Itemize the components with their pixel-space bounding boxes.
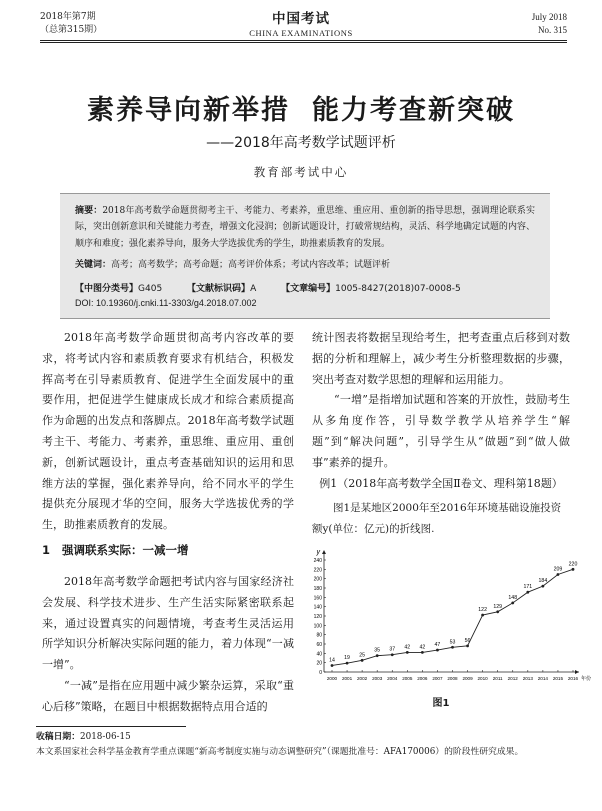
received-date: 收稿日期：2018-06-15 bbox=[36, 732, 131, 742]
classification-row bbox=[75, 282, 483, 296]
data-label: 19 bbox=[344, 655, 350, 662]
line-chart bbox=[300, 548, 590, 688]
data-label: 220 bbox=[568, 561, 578, 568]
x-tick-label: 2016 bbox=[567, 676, 579, 681]
abstract-text bbox=[75, 203, 535, 252]
abstract-box bbox=[60, 193, 550, 319]
data-label: 37 bbox=[389, 646, 396, 653]
paragraph: “一减”是指在应用题中减少繁杂运算，采取“重心后移”策略，在题目中根据数据特点用合适的 bbox=[42, 678, 294, 713]
section-heading bbox=[42, 542, 294, 558]
x-tick-label: 2007 bbox=[432, 676, 443, 681]
abstract-body: 2018年高考数学命题贯彻考主干、考能力、考素养，重思维、重应用、重创新的指导思想，强调理论联系实际，突出创新意识和关键能力考查，增强文化浸润；创新试题设计，打破常规结构，灵活、科学地确定试题的内容、顺序和难度；强化素养导向，服务大学选拔优秀的学生，助推素质教育的发展。 bbox=[75, 206, 535, 249]
x-tick-label: 2005 bbox=[402, 676, 413, 681]
data-label: 47 bbox=[434, 642, 441, 649]
y-tick-label: 140 bbox=[313, 604, 322, 611]
x-tick-label: 2001 bbox=[341, 676, 353, 681]
journal-name bbox=[0, 7, 602, 38]
data-point bbox=[406, 651, 409, 654]
keywords bbox=[75, 257, 535, 273]
data-label: 129 bbox=[493, 603, 503, 610]
paragraph: “一增”是指增加试题和答案的开放性，鼓励考生从多角度作答，引导数学教学从培养学生“解题”到“解决问题”，引导学生从“做题”到“做人做事”素养的提升。 bbox=[312, 393, 570, 469]
data-label: 209 bbox=[553, 566, 563, 573]
x-tick-label: 2012 bbox=[507, 676, 518, 681]
footnote-rule bbox=[36, 726, 186, 727]
author: 教育部考试中心 bbox=[253, 165, 349, 179]
clc: 【中图分类号】G405 bbox=[75, 284, 163, 294]
x-tick-label: 2002 bbox=[357, 676, 368, 681]
y-tick-label: 220 bbox=[313, 567, 322, 574]
x-tick-label: 2015 bbox=[552, 676, 564, 681]
data-label: 122 bbox=[478, 607, 487, 614]
data-point bbox=[391, 653, 394, 656]
x-tick-label: 2004 bbox=[387, 676, 398, 681]
footnote bbox=[36, 730, 566, 760]
paragraph: 2018年高考数学命题贯彻高考内容改革的要求，将考试内容和素质教育要求有机结合，积极发挥高考在引导素质教育、促进学生全面发展中的重要作用，把促进学生健康成长成才和综合素质提高作为命题的出发点和落脚点。2018年高考数学试题考主干、考能力、考素养，重思维、重应用、重创新，创新试题设计，重点考查基础知识的运用和思维方法的掌握，强化素养导向，给不同水平的学生提供充分展现才华的空间，服务大学选拔优秀的学生，助推素质教育的发展。 bbox=[42, 331, 294, 532]
data-point bbox=[361, 659, 364, 662]
data-point bbox=[481, 614, 484, 617]
data-label: 56 bbox=[464, 637, 471, 644]
data-point bbox=[436, 649, 439, 652]
article-number: 【文章编号】1005-8427(2018)07-0008-5 bbox=[281, 284, 461, 294]
total-issue: （总第315期） bbox=[40, 25, 103, 35]
right-column bbox=[312, 328, 570, 474]
header-rule-thin bbox=[40, 42, 567, 43]
y-axis-label: y bbox=[316, 549, 320, 556]
example-text: 图1是某地区2000年至2016年环境基础设施投资额y(单位：亿元)的折线图. bbox=[312, 502, 562, 535]
data-point bbox=[526, 591, 529, 594]
example-title: 例1（2018年高考数学全国Ⅱ卷文、理科第18题） bbox=[319, 477, 563, 490]
data-point bbox=[331, 664, 334, 667]
x-tick-label: 2009 bbox=[462, 676, 473, 681]
y-tick-label: 0 bbox=[319, 670, 322, 676]
y-tick-label: 80 bbox=[316, 632, 322, 639]
x-axis-arrow bbox=[575, 670, 579, 674]
data-point bbox=[451, 646, 454, 649]
paragraph: 2018年高考数学命题把考试内容与国家经济社会发展、科学技术进步、生产生活实际紧密联系起来，通过设置真实的问题情境，考查考生灵活运用所学知识分析解决实际问题的能力，着力体现“一减一增”。 bbox=[42, 575, 294, 672]
data-point bbox=[557, 573, 560, 576]
data-point bbox=[541, 585, 544, 588]
keywords-label: 关键词： bbox=[75, 260, 112, 270]
chart-marks bbox=[329, 561, 577, 667]
y-tick-label: 120 bbox=[313, 614, 322, 620]
title-part1: 素养导向新举措 bbox=[87, 95, 290, 126]
abstract-label: 摘要： bbox=[75, 206, 103, 216]
paragraph: 统计图表将数据呈现给考生，把考查重点后移到对数据的分析和理解上，减少考生分析整理数据的步骤，突出考查对数学思想的理解和运用能力。 bbox=[312, 331, 570, 386]
left-column-intro bbox=[42, 328, 294, 536]
keywords-text: 高考；高考数学；高考命题；高考评价体系；考试内容改革；试题评析 bbox=[111, 260, 391, 270]
data-label: 148 bbox=[508, 594, 518, 601]
data-point bbox=[511, 602, 514, 605]
fund-note: 本文系国家社会科学基金教育学重点课题“新高考制度实施与动态调整研究”（课题批准号：AFA170006）的阶段性研究成果。 bbox=[36, 747, 524, 757]
subtitle: ——2018年高考数学试题评析 bbox=[206, 135, 396, 151]
data-label: 42 bbox=[404, 644, 411, 651]
left-column-section bbox=[42, 572, 294, 718]
doi: DOI: 10.19360/j.cnki.11-3303/g4.2018.07.002 bbox=[75, 298, 257, 308]
journal-name-cn: 中国考试 bbox=[272, 11, 330, 27]
y-tick-label: 180 bbox=[313, 586, 322, 592]
x-tick-label: 2010 bbox=[477, 676, 488, 681]
data-point bbox=[376, 654, 379, 657]
x-tick-label: 2008 bbox=[447, 676, 458, 681]
number-en: No. 315 bbox=[538, 25, 567, 35]
y-tick-label: 100 bbox=[313, 623, 322, 630]
doc-code: 【文献标识码】A bbox=[187, 284, 257, 294]
data-label: 35 bbox=[374, 647, 381, 654]
data-label: 25 bbox=[359, 652, 366, 659]
data-label: 171 bbox=[523, 584, 533, 591]
data-label: 184 bbox=[538, 578, 548, 585]
x-tick-label: 2011 bbox=[492, 676, 503, 681]
series-line bbox=[332, 569, 573, 665]
data-label: 42 bbox=[419, 644, 426, 651]
x-tick-label: 2013 bbox=[522, 676, 533, 681]
y-tick-label: 240 bbox=[313, 558, 322, 564]
x-axis-unit: 年份 bbox=[581, 676, 592, 682]
x-tick-label: 2006 bbox=[417, 676, 428, 681]
figure-caption: 图1 bbox=[432, 698, 450, 709]
data-point bbox=[421, 651, 424, 654]
issue-info-en bbox=[532, 11, 567, 37]
year-issue: 2018年第7期 bbox=[40, 12, 96, 22]
y-tick-label: 40 bbox=[316, 651, 322, 658]
section-number: 1 bbox=[42, 543, 51, 557]
journal-name-en: CHINA EXAMINATIONS bbox=[249, 28, 353, 38]
section-title: 强调联系实际：一减一增 bbox=[62, 543, 189, 557]
data-label: 14 bbox=[329, 657, 335, 664]
title-part2: 能力考查新突破 bbox=[312, 95, 515, 126]
y-axis-arrow bbox=[322, 550, 326, 554]
y-tick-label: 160 bbox=[313, 595, 322, 602]
data-point bbox=[346, 662, 349, 665]
x-tick-label: 2003 bbox=[372, 676, 383, 681]
y-tick-label: 60 bbox=[316, 642, 322, 648]
y-tick-label: 200 bbox=[313, 576, 322, 583]
data-point bbox=[572, 568, 575, 571]
data-label: 53 bbox=[449, 639, 456, 646]
page-title bbox=[0, 88, 602, 127]
y-tick-label: 20 bbox=[316, 660, 322, 667]
date-en: July 2018 bbox=[531, 12, 567, 22]
data-point bbox=[466, 644, 469, 647]
header-rule bbox=[40, 40, 567, 41]
x-tick-label: 2014 bbox=[537, 676, 548, 681]
data-point bbox=[496, 610, 499, 613]
x-tick-label: 2000 bbox=[326, 676, 338, 681]
